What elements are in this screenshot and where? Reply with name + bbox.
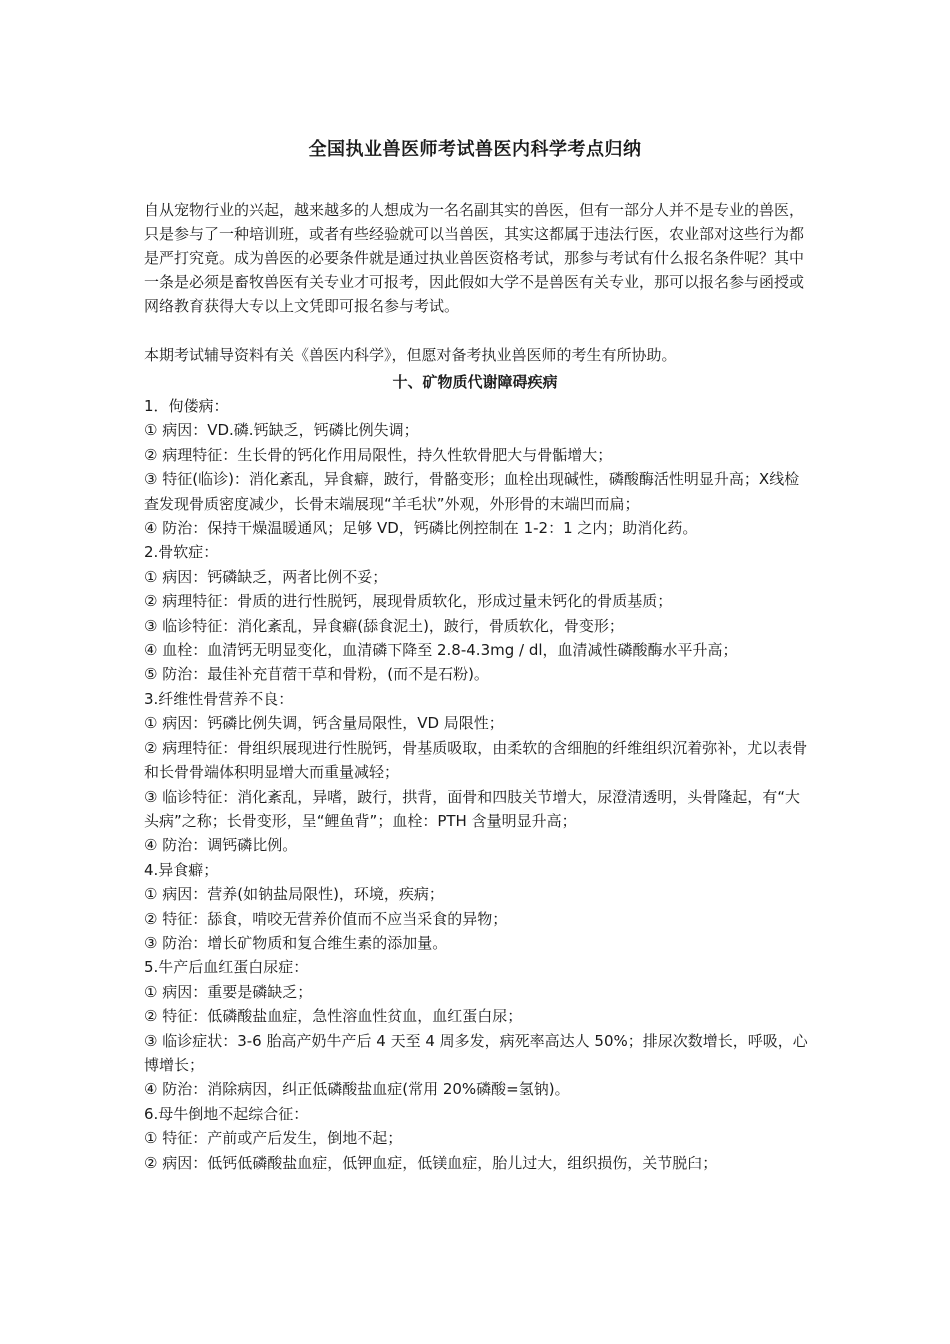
list-item: ① 病因：营养(如钠盐局限性)，环境，疾病； (144, 885, 444, 904)
list-item: ③ 特征(临诊)：消化紊乱，异食癖，跛行，骨骼变形；血栓出现碱性，磷酸酶活性明显升高；X线检查发现骨质密度减少，长骨末端展现“羊毛状”外观，外形骨的末端凹而扁； (144, 470, 800, 513)
list-item: ④ 防治：保持干燥温暖通风；足够 VD，钙磷比例控制在 1-2：1 之内；助消化药。 (144, 519, 698, 538)
note-paragraph: 本期考试辅导资料有关《兽医内科学》，但愿对备考执业兽医师的考生有所协助。 (144, 346, 677, 364)
list-item: ② 病理特征：骨组织展现进行性脱钙，骨基质吸取，由柔软的含细胞的纤维组织沉着弥补，尤以表骨和长骨骨端体积明显增大而重量减轻； (144, 738, 808, 782)
intro-paragraph: 自从宠物行业的兴起，越来越多的人想成为一名名副其实的兽医，但有一部分人并不是专业的兽医，只是参与了一种培训班，或者有些经验就可以当兽医，其实这都属于违法行医，农业部对这些行为都是严打究竟。成为兽医的必要条件就是通过执业兽医资格考试，那参与考试有什么报名条件呢？其中一条是必须是畜牧兽医有关专业才可报考，因此假如大学不是兽医有关专业，那可以报名参与函授或网络教育获得大专以上文凭即可报名参与考试。 (144, 201, 805, 315)
list-item: ① 特征：产前或产后发生，倒地不起； (144, 1129, 403, 1148)
list-item: ② 特征：舔食，啃咬无营养价值而不应当采食的异物； (144, 909, 508, 928)
list-item: ② 病理特征：生长骨的钙化作用局限性，持久性软骨肥大与骨骺增大； (144, 445, 613, 464)
list-item: ③ 临诊特征：消化紊乱，异食癖(舔食泥土)，跛行，骨质软化，骨变形； (144, 616, 624, 635)
list-item: ① 病因：钙磷缺乏，两者比例不妥； (144, 567, 388, 586)
document-title: 全国执业兽医师考试兽医内科学考点归纳 (308, 139, 642, 160)
list-item: ④ 防治：消除病因，纠正低磷酸盐血症(常用 20%磷酸=氢钠)。 (144, 1080, 570, 1099)
list-item: ① 病因：重要是磷缺乏； (144, 982, 313, 1001)
list-item: ⑤ 防治：最佳补充苜蓿干草和骨粉，(而不是石粉)。 (144, 665, 489, 684)
list-item: ② 特征：低磷酸盐血症，急性溶血性贫血，血红蛋白尿； (144, 1007, 523, 1026)
list-item: 5.牛产后血红蛋白尿症： (144, 958, 309, 977)
list-item: 3.纤维性骨营养不良： (144, 689, 294, 708)
list-item: ① 病因：钙磷比例失调，钙含量局限性，VD 局限性； (144, 714, 504, 733)
list-item: 2.骨软症： (144, 543, 219, 562)
list-item: 4.异食癖； (144, 860, 219, 879)
list-item: ③ 临诊症状：3-6 胎高产奶牛产后 4 天至 4 周多发，病死率高达人 50%；排尿次数增长，呼吸，心博增长； (144, 1031, 808, 1074)
list-item: ④ 血栓：血清钙无明显变化，血清磷下降至 2.8-4.3mg / dl，血清减性磷酸酶水平升高； (144, 641, 738, 660)
content-list (144, 394, 812, 1175)
list-item: ② 病因：低钙低磷酸盐血症，低钾血症，低镁血症，胎儿过大，组织损伤，关节脱臼； (144, 1153, 718, 1172)
list-item: ① 病因：VD.磷.钙缺乏，钙磷比例失调； (144, 421, 419, 440)
list-item: 6.母牛倒地不起综合征： (144, 1104, 309, 1123)
list-item: 1．佝偻病： (144, 397, 229, 415)
list-item: ② 病理特征：骨质的进行性脱钙，展现骨质软化，形成过量未钙化的骨质基质； (144, 592, 673, 611)
section-heading: 十、矿物质代谢障碍疾病 (392, 373, 558, 391)
list-item: ③ 临诊特征：消化紊乱，异嗜，跛行，拱背，面骨和四肢关节增大，尿澄清透明，头骨隆起，有“大头病”之称；长骨变形，呈“鲤鱼背”；血栓：PTH 含量明显升高； (144, 787, 800, 830)
list-item: ④ 防治：调钙磷比例。 (144, 836, 298, 855)
list-item: ③ 防治：增长矿物质和复合维生素的添加量。 (144, 933, 448, 952)
